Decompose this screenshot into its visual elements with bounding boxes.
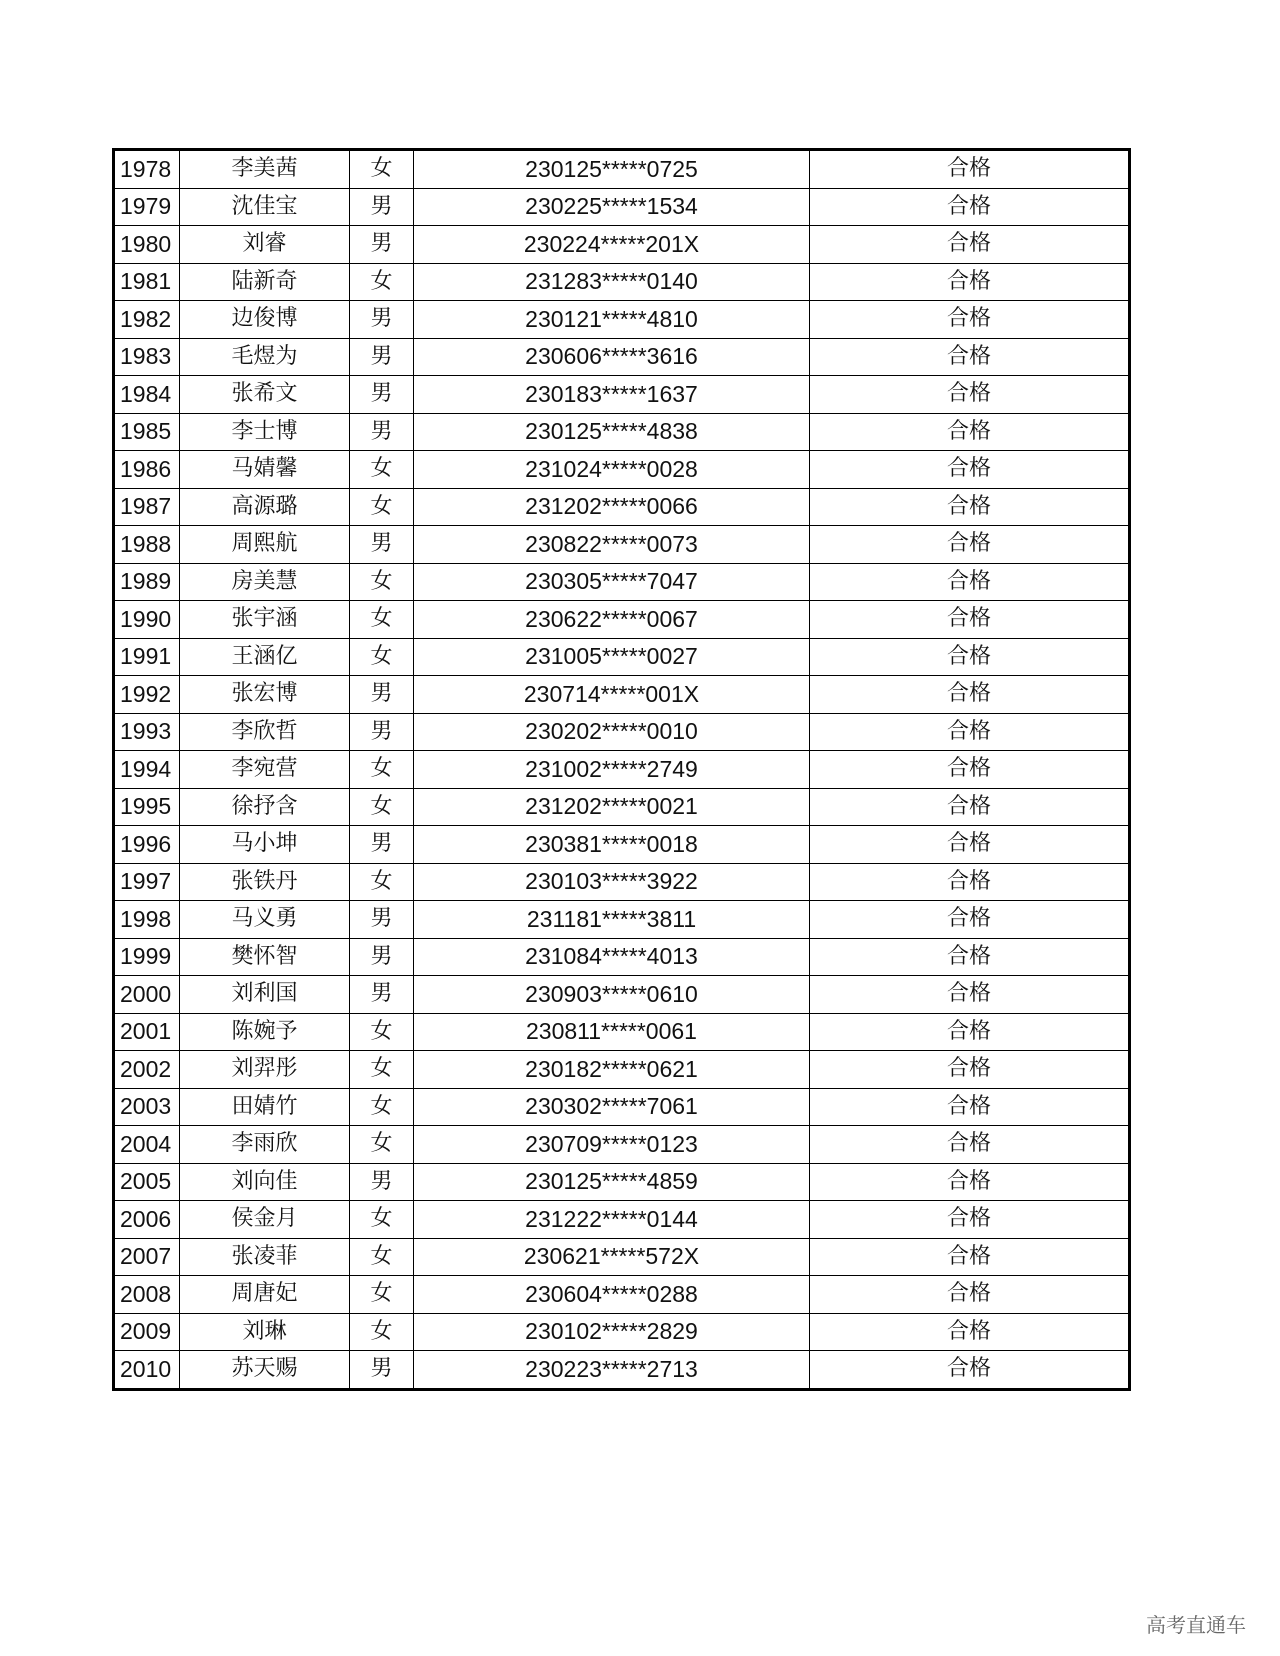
result-cell: 合格	[810, 188, 1130, 226]
result-cell: 合格	[810, 1276, 1130, 1314]
table-row	[114, 713, 1130, 751]
watermark-text: 高考直通车	[1146, 1613, 1246, 1637]
person-name: 李美茜	[180, 150, 350, 189]
person-name: 田婧竹	[180, 1088, 350, 1126]
row-number: 1991	[114, 638, 180, 676]
table-row	[114, 488, 1130, 526]
result-cell: 合格	[810, 938, 1130, 976]
row-number: 1979	[114, 188, 180, 226]
table-row	[114, 676, 1130, 714]
person-name: 张宇涵	[180, 601, 350, 639]
row-number: 1985	[114, 413, 180, 451]
table-row	[114, 1051, 1130, 1089]
table-row	[114, 338, 1130, 376]
id-number: 231202*****0021	[414, 788, 810, 826]
row-number: 1983	[114, 338, 180, 376]
row-number: 2010	[114, 1351, 180, 1390]
row-number: 2002	[114, 1051, 180, 1089]
table-row	[114, 150, 1130, 189]
result-cell: 合格	[810, 150, 1130, 189]
table-row	[114, 376, 1130, 414]
person-name: 李士博	[180, 413, 350, 451]
result-cell: 合格	[810, 751, 1130, 789]
gender-cell: 男	[350, 901, 414, 939]
id-number: 231222*****0144	[414, 1201, 810, 1239]
person-name: 张铁丹	[180, 863, 350, 901]
id-number: 231181*****3811	[414, 901, 810, 939]
id-number: 231202*****0066	[414, 488, 810, 526]
row-number: 1990	[114, 601, 180, 639]
gender-cell: 男	[350, 526, 414, 564]
gender-cell: 男	[350, 338, 414, 376]
id-number: 230302*****7061	[414, 1088, 810, 1126]
person-name: 房美慧	[180, 563, 350, 601]
result-cell: 合格	[810, 901, 1130, 939]
gender-cell: 女	[350, 150, 414, 189]
person-name: 刘向佳	[180, 1163, 350, 1201]
table-row	[114, 901, 1130, 939]
result-cell: 合格	[810, 788, 1130, 826]
gender-cell: 男	[350, 226, 414, 264]
table-row	[114, 1088, 1130, 1126]
person-name: 苏天赐	[180, 1351, 350, 1390]
id-number: 230622*****0067	[414, 601, 810, 639]
row-number: 1998	[114, 901, 180, 939]
gender-cell: 女	[350, 1126, 414, 1164]
person-name: 张凌菲	[180, 1238, 350, 1276]
id-number: 230103*****3922	[414, 863, 810, 901]
gender-cell: 女	[350, 1313, 414, 1351]
table-row	[114, 1013, 1130, 1051]
id-number: 230811*****0061	[414, 1013, 810, 1051]
table-row	[114, 1238, 1130, 1276]
gender-cell: 女	[350, 488, 414, 526]
table-row	[114, 826, 1130, 864]
gender-cell: 女	[350, 1276, 414, 1314]
table-row	[114, 788, 1130, 826]
result-cell: 合格	[810, 1313, 1130, 1351]
row-number: 1994	[114, 751, 180, 789]
gender-cell: 女	[350, 1051, 414, 1089]
table-row	[114, 263, 1130, 301]
gender-cell: 女	[350, 1088, 414, 1126]
id-number: 230224*****201X	[414, 226, 810, 264]
row-number: 1987	[114, 488, 180, 526]
result-cell: 合格	[810, 713, 1130, 751]
result-cell: 合格	[810, 863, 1130, 901]
person-name: 马小坤	[180, 826, 350, 864]
gender-cell: 男	[350, 301, 414, 339]
id-number: 230125*****0725	[414, 150, 810, 189]
row-number: 2007	[114, 1238, 180, 1276]
gender-cell: 男	[350, 826, 414, 864]
table-row	[114, 1201, 1130, 1239]
table-row	[114, 301, 1130, 339]
id-number: 230709*****0123	[414, 1126, 810, 1164]
row-number: 2003	[114, 1088, 180, 1126]
table-row	[114, 1126, 1130, 1164]
person-name: 边俊博	[180, 301, 350, 339]
result-cell: 合格	[810, 1088, 1130, 1126]
person-name: 王涵亿	[180, 638, 350, 676]
person-name: 周唐妃	[180, 1276, 350, 1314]
id-number: 230183*****1637	[414, 376, 810, 414]
table-row	[114, 526, 1130, 564]
row-number: 1997	[114, 863, 180, 901]
person-name: 李雨欣	[180, 1126, 350, 1164]
result-cell: 合格	[810, 601, 1130, 639]
result-cell: 合格	[810, 1013, 1130, 1051]
person-name: 徐抒含	[180, 788, 350, 826]
id-number: 230121*****4810	[414, 301, 810, 339]
gender-cell: 男	[350, 1163, 414, 1201]
id-number: 230182*****0621	[414, 1051, 810, 1089]
result-cell: 合格	[810, 826, 1130, 864]
row-number: 1989	[114, 563, 180, 601]
row-number: 1993	[114, 713, 180, 751]
gender-cell: 男	[350, 676, 414, 714]
id-number: 231002*****2749	[414, 751, 810, 789]
id-number: 230714*****001X	[414, 676, 810, 714]
gender-cell: 男	[350, 938, 414, 976]
result-cell: 合格	[810, 1201, 1130, 1239]
result-cell: 合格	[810, 226, 1130, 264]
row-number: 1995	[114, 788, 180, 826]
row-number: 2008	[114, 1276, 180, 1314]
person-name: 李欣哲	[180, 713, 350, 751]
row-number: 2006	[114, 1201, 180, 1239]
gender-cell: 男	[350, 713, 414, 751]
gender-cell: 男	[350, 188, 414, 226]
result-cell: 合格	[810, 563, 1130, 601]
person-name: 陆新奇	[180, 263, 350, 301]
row-number: 1988	[114, 526, 180, 564]
gender-cell: 女	[350, 788, 414, 826]
row-number: 1999	[114, 938, 180, 976]
table-row	[114, 226, 1130, 264]
row-number: 1996	[114, 826, 180, 864]
person-name: 毛煜为	[180, 338, 350, 376]
id-number: 230125*****4859	[414, 1163, 810, 1201]
result-cell: 合格	[810, 526, 1130, 564]
result-cell: 合格	[810, 451, 1130, 489]
row-number: 1992	[114, 676, 180, 714]
person-name: 刘琳	[180, 1313, 350, 1351]
table-row	[114, 638, 1130, 676]
result-cell: 合格	[810, 676, 1130, 714]
table-row	[114, 1163, 1130, 1201]
result-cell: 合格	[810, 376, 1130, 414]
gender-cell: 男	[350, 1351, 414, 1390]
person-name: 刘睿	[180, 226, 350, 264]
table-row	[114, 563, 1130, 601]
result-cell: 合格	[810, 1163, 1130, 1201]
result-cell: 合格	[810, 263, 1130, 301]
id-number: 231005*****0027	[414, 638, 810, 676]
table-row	[114, 1276, 1130, 1314]
result-cell: 合格	[810, 1051, 1130, 1089]
table-row	[114, 413, 1130, 451]
person-name: 高源璐	[180, 488, 350, 526]
row-number: 1980	[114, 226, 180, 264]
gender-cell: 女	[350, 451, 414, 489]
id-number: 230225*****1534	[414, 188, 810, 226]
result-cell: 合格	[810, 638, 1130, 676]
table-row	[114, 188, 1130, 226]
row-number: 1981	[114, 263, 180, 301]
person-name: 侯金月	[180, 1201, 350, 1239]
result-cell: 合格	[810, 301, 1130, 339]
person-name: 周熙航	[180, 526, 350, 564]
table-row	[114, 863, 1130, 901]
result-cell: 合格	[810, 413, 1130, 451]
id-number: 231283*****0140	[414, 263, 810, 301]
gender-cell: 女	[350, 263, 414, 301]
gender-cell: 女	[350, 638, 414, 676]
person-name: 张希文	[180, 376, 350, 414]
id-number: 230822*****0073	[414, 526, 810, 564]
gender-cell: 女	[350, 601, 414, 639]
table-row	[114, 1313, 1130, 1351]
person-name: 樊怀智	[180, 938, 350, 976]
gender-cell: 男	[350, 376, 414, 414]
gender-cell: 女	[350, 1013, 414, 1051]
id-number: 230305*****7047	[414, 563, 810, 601]
id-number: 231024*****0028	[414, 451, 810, 489]
id-number: 230102*****2829	[414, 1313, 810, 1351]
id-number: 230125*****4838	[414, 413, 810, 451]
id-number: 230903*****0610	[414, 976, 810, 1014]
person-name: 张宏博	[180, 676, 350, 714]
gender-cell: 男	[350, 976, 414, 1014]
result-cell: 合格	[810, 1238, 1130, 1276]
id-number: 230606*****3616	[414, 338, 810, 376]
gender-cell: 女	[350, 751, 414, 789]
row-number: 2005	[114, 1163, 180, 1201]
table-row	[114, 1351, 1130, 1390]
id-number: 231084*****4013	[414, 938, 810, 976]
person-name: 马义勇	[180, 901, 350, 939]
gender-cell: 女	[350, 1201, 414, 1239]
gender-cell: 男	[350, 413, 414, 451]
id-number: 230604*****0288	[414, 1276, 810, 1314]
person-name: 刘利国	[180, 976, 350, 1014]
table-row	[114, 751, 1130, 789]
gender-cell: 女	[350, 1238, 414, 1276]
result-cell: 合格	[810, 488, 1130, 526]
person-name: 陈婉予	[180, 1013, 350, 1051]
row-number: 2000	[114, 976, 180, 1014]
id-number: 230202*****0010	[414, 713, 810, 751]
roster-table	[112, 148, 1131, 1391]
row-number: 1978	[114, 150, 180, 189]
id-number: 230381*****0018	[414, 826, 810, 864]
person-name: 沈佳宝	[180, 188, 350, 226]
id-number: 230223*****2713	[414, 1351, 810, 1390]
row-number: 2001	[114, 1013, 180, 1051]
id-number: 230621*****572X	[414, 1238, 810, 1276]
row-number: 1986	[114, 451, 180, 489]
person-name: 马婧馨	[180, 451, 350, 489]
row-number: 2009	[114, 1313, 180, 1351]
row-number: 1984	[114, 376, 180, 414]
result-cell: 合格	[810, 976, 1130, 1014]
table-row	[114, 938, 1130, 976]
person-name: 李宛营	[180, 751, 350, 789]
roster-body	[114, 150, 1130, 1390]
row-number: 2004	[114, 1126, 180, 1164]
table-row	[114, 451, 1130, 489]
result-cell: 合格	[810, 1351, 1130, 1390]
result-cell: 合格	[810, 338, 1130, 376]
table-row	[114, 976, 1130, 1014]
gender-cell: 女	[350, 863, 414, 901]
result-cell: 合格	[810, 1126, 1130, 1164]
table-row	[114, 601, 1130, 639]
person-name: 刘羿彤	[180, 1051, 350, 1089]
gender-cell: 女	[350, 563, 414, 601]
row-number: 1982	[114, 301, 180, 339]
